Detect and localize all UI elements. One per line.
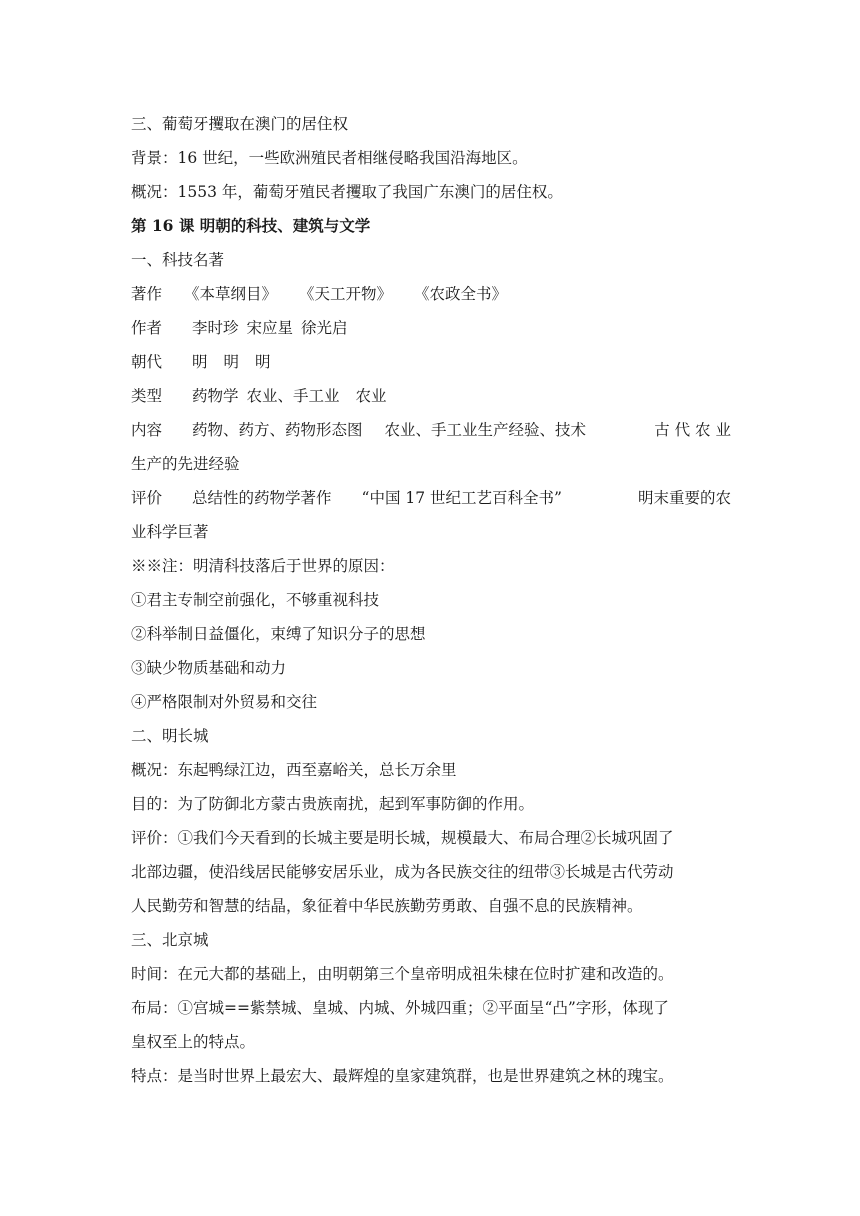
beijing-time: 时间：在元大都的基础上，由明朝第三个皇帝明成祖朱棣在位时扩建和改造的。 [131, 965, 674, 983]
beijing-layout-continued: 皇权至上的特点。 [131, 1033, 256, 1051]
wall-purpose: 目的：为了防御北方蒙古贵族南扰，起到军事防御的作用。 [131, 795, 535, 813]
note-title: ※※注：明清科技落后于世界的原因： [131, 557, 395, 575]
table-row-content [131, 413, 731, 447]
beijing-layout: 布局：①宫城==紫禁城、皇城、内城、外城四重；②平面呈“凸”字形，体现了 [131, 999, 669, 1017]
overview-text: 概况：1553 年，葡萄牙殖民者攫取了我国广东澳门的居住权。 [131, 183, 563, 201]
row-label: 评价 [131, 489, 163, 507]
table-cell: 明末重要的农 [637, 489, 731, 507]
table-cell: 《天工开物》 [299, 285, 393, 303]
wall-evaluation: 评价：①我们今天看到的长城主要是明长城，规模最大、布局合理②长城巩固了 [131, 829, 674, 847]
table-row-books [131, 277, 731, 311]
table-cell: 徐光启 [301, 319, 348, 337]
row-label: 内容 [131, 421, 163, 439]
table-cell: 明 [192, 353, 208, 371]
row-label: 朝代 [131, 353, 163, 371]
table-row-evaluation [131, 481, 731, 515]
section-heading-macau: 三、葡萄牙攫取在澳门的居住权 [131, 115, 349, 133]
row-label: 著作 [131, 285, 163, 303]
note-item: ④严格限制对外贸易和交往 [131, 693, 318, 711]
table-cell: 李时珍 [192, 319, 239, 337]
table-cell: 《本草纲目》 [184, 285, 278, 303]
table-cell: 《农政全书》 [414, 285, 508, 303]
table-cell: 药物学 [192, 387, 239, 405]
table-cell: 农业 [355, 387, 387, 405]
background-text: 背景：16 世纪，一些欧洲殖民者相继侵略我国沿海地区。 [131, 149, 528, 167]
table-cell: “中国 17 世纪工艺百科全书” [361, 489, 562, 507]
table-row-content-continued: 生产的先进经验 [131, 455, 240, 473]
wall-evaluation-continued: 人民勤劳和智慧的结晶，象征着中华民族勤劳勇敢、自强不息的民族精神。 [131, 897, 643, 915]
row-label: 类型 [131, 387, 163, 405]
table-row-evaluation-continued: 业科学巨著 [131, 523, 209, 541]
section-heading-beijing: 三、北京城 [131, 931, 209, 949]
table-cell: 宋应星 [246, 319, 294, 337]
table-row-type [131, 379, 731, 413]
section-heading-great-wall: 二、明长城 [131, 727, 209, 745]
document-page [131, 107, 731, 1093]
beijing-feature: 特点：是当时世界上最宏大、最辉煌的皇家建筑群，也是世界建筑之林的瑰宝。 [131, 1067, 674, 1085]
lesson-title: 第 16 课 明朝的科技、建筑与文学 [131, 216, 371, 235]
table-cell: 明 [223, 353, 240, 371]
section-heading-science-books: 一、科技名著 [131, 251, 225, 269]
wall-evaluation-continued: 北部边疆，使沿线居民能够安居乐业，成为各民族交往的纽带③长城是古代劳动 [131, 863, 674, 881]
wall-overview: 概况：东起鸭绿江边，西至嘉峪关，总长万余里 [131, 761, 457, 779]
table-cell: 古 代 农 业 [654, 421, 731, 439]
table-cell: 总结性的药物学著作 [192, 489, 332, 507]
table-row-dynasty [131, 345, 731, 379]
row-label: 作者 [131, 319, 163, 337]
table-cell: 明 [255, 353, 271, 371]
table-cell: 农业、手工业 [246, 387, 340, 405]
table-row-authors [131, 311, 731, 345]
table-cell: 药物、药方、药物形态图 [192, 421, 363, 439]
note-item: ②科举制日益僵化，束缚了知识分子的思想 [131, 625, 426, 643]
note-item: ③缺少物质基础和动力 [131, 659, 287, 677]
note-item: ①君主专制空前强化，不够重视科技 [131, 591, 380, 609]
table-cell: 农业、手工业生产经验、技术 [384, 421, 587, 439]
